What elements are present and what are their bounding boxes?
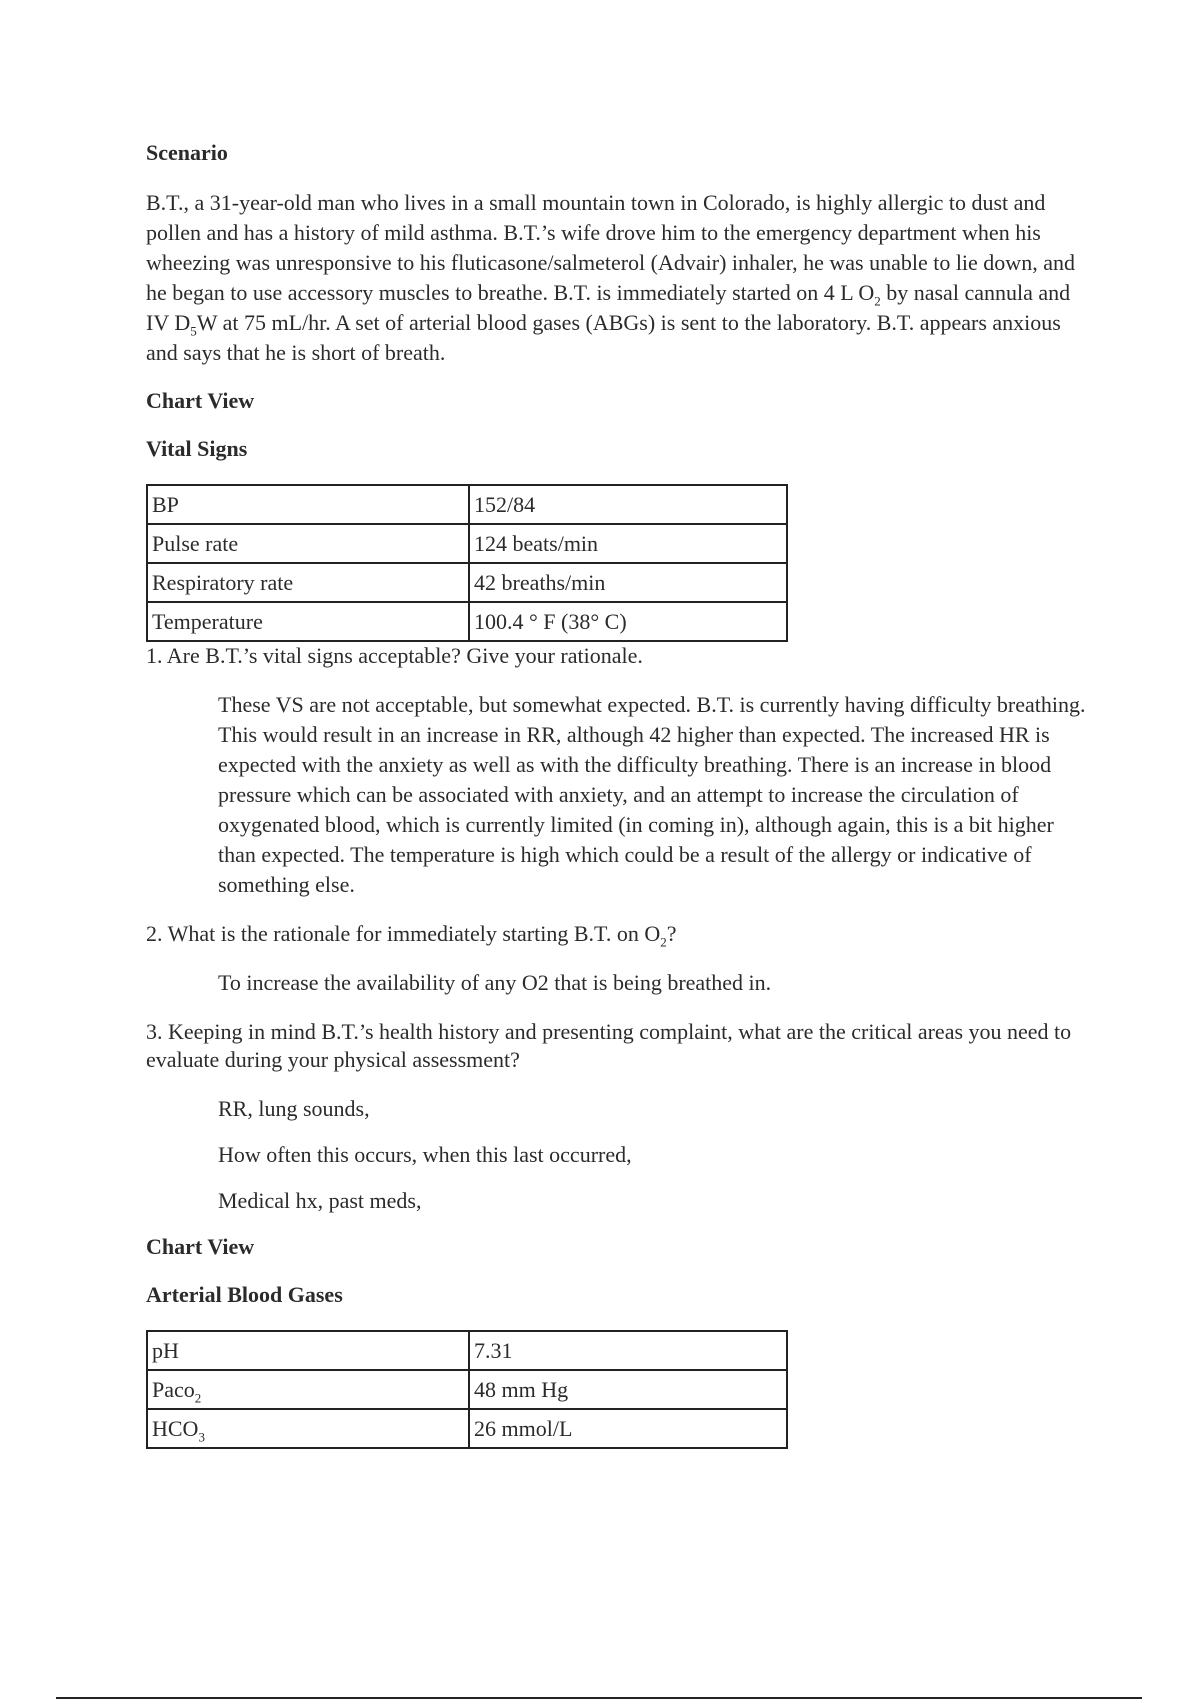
table-row bbox=[147, 1370, 787, 1409]
table-row bbox=[147, 1409, 787, 1448]
table-row bbox=[147, 485, 787, 524]
question-1: 1. Are B.T.’s vital signs acceptable? Give your rationale. bbox=[146, 643, 643, 668]
question-2: 2. What is the rationale for immediately starting B.T. on $O_2$? bbox=[146, 921, 677, 950]
vital-signs-heading: Vital Signs bbox=[146, 436, 248, 461]
abg-value: 48 mm Hg bbox=[469, 1370, 787, 1409]
abg-label: Paco$_2$ bbox=[147, 1370, 469, 1409]
answer-3-line: Medical hx, past meds, bbox=[218, 1188, 422, 1213]
vital-label: Temperature bbox=[147, 602, 469, 641]
scenario-heading: Scenario bbox=[146, 140, 228, 165]
chart-view-heading: Chart View bbox=[146, 388, 255, 413]
abg-label: pH bbox=[147, 1331, 469, 1370]
chart-view-heading: Chart View bbox=[146, 1234, 255, 1259]
answer-1: These VS are not acceptable, but somewhat expected. B.T. is currently having difficulty breathing. This would result in an increase in RR, although 42 higher than expected. The increased HR is expected with the anxiety as well as with the difficulty breathing. There is an increase in blood pressure which can be associated with anxiety, and an attempt to increase the circulation of oxygenated blood, which is currently limited (in coming in), although again, this is a bit higher than expected. The temperature is high which could be a result of the allergy or indicative of something else. bbox=[218, 692, 1086, 897]
answer-3-line: How often this occurs, when this last occurred, bbox=[218, 1142, 632, 1167]
question-3: 3. Keeping in mind B.T.’s health history and presenting complaint, what are the critical areas you need to evaluate during your physical assessment? bbox=[146, 1019, 1072, 1072]
vital-value: 100.4 ° F (38° C) bbox=[469, 602, 787, 641]
abg-value: 26 mmol/L bbox=[469, 1409, 787, 1448]
answer-2: To increase the availability of any O2 that is being breathed in. bbox=[218, 970, 772, 995]
abg-heading: Arterial Blood Gases bbox=[146, 1282, 343, 1307]
vital-label: BP bbox=[147, 485, 469, 524]
abg-label: $HCO_3$ bbox=[147, 1409, 469, 1448]
table-row bbox=[147, 1331, 787, 1370]
vital-value: 124 beats/min bbox=[469, 524, 787, 563]
abg-value: 7.31 bbox=[469, 1331, 787, 1370]
scenario-paragraph: B.T., a 31-year-old man who lives in a small mountain town in Colorado, is highly allergic to dust and pollen and has a history of mild asthma. B.T.’s wife drove him to the emergency department when his wheezing was unresponsive to his fluticasone/salmeterol (Advair) inhaler, he was unable to lie down, and he began to use accessory muscles to breathe. B.T. is immediately started on 4 L $O_2$ by nasal cannula and IV $D_5W$ at 75 mL/hr. A set of arterial blood gases (ABGs) is sent to the laboratory. B.T. appears anxious and says that he is short of breath. bbox=[146, 190, 1075, 365]
table-row bbox=[147, 524, 787, 563]
vital-signs-table bbox=[146, 484, 788, 642]
abg-table bbox=[146, 1330, 788, 1449]
document-page bbox=[146, 140, 1096, 1449]
vital-value: 152/84 bbox=[469, 485, 787, 524]
vital-value: 42 breaths/min bbox=[469, 563, 787, 602]
table-row bbox=[147, 602, 787, 641]
footer-divider bbox=[56, 1697, 1142, 1699]
answer-3-line: RR, lung sounds, bbox=[218, 1096, 370, 1121]
table-row bbox=[147, 563, 787, 602]
vital-label: Respiratory rate bbox=[147, 563, 469, 602]
vital-label: Pulse rate bbox=[147, 524, 469, 563]
